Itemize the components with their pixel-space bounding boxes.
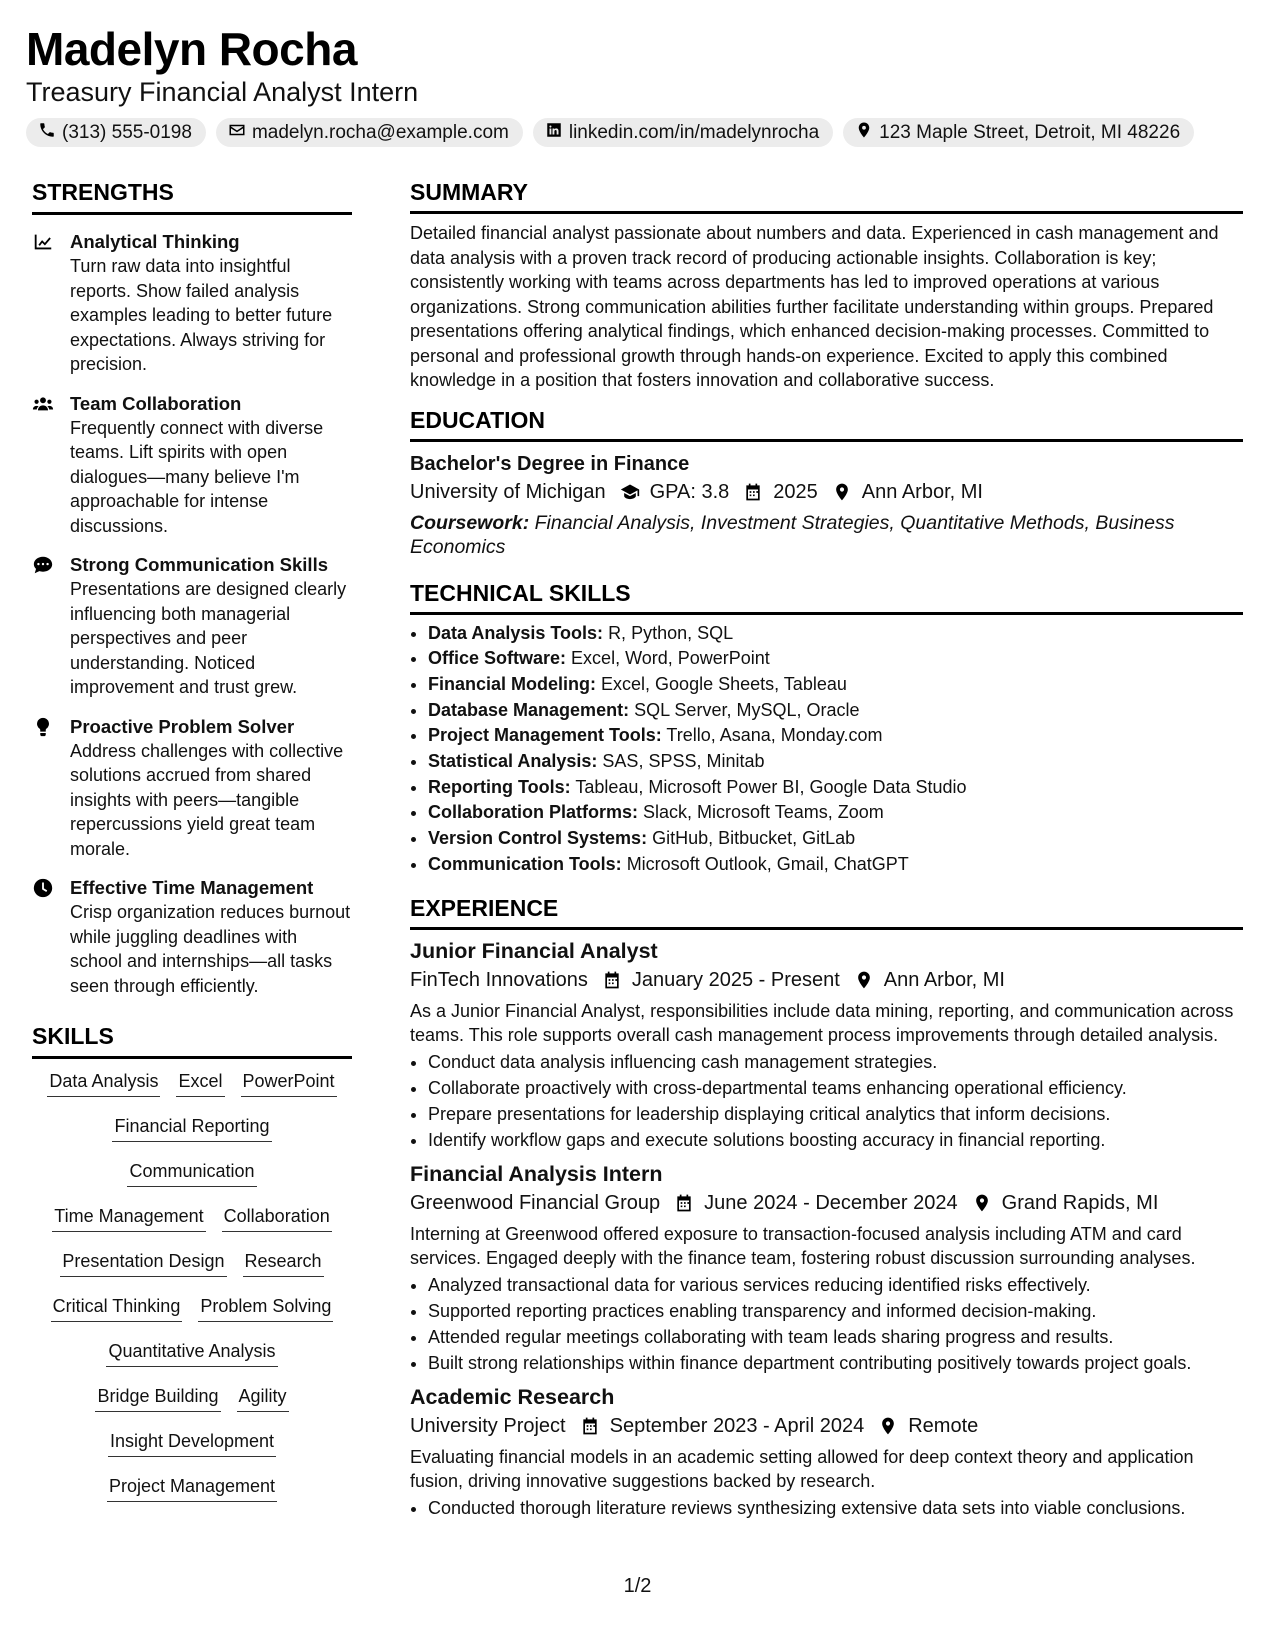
education-heading: EDUCATION: [410, 406, 1243, 442]
job-bullets: [410, 1272, 1243, 1376]
skill-tag: Collaboration: [222, 1204, 332, 1232]
chart-line-icon: [32, 231, 54, 253]
contact-bar: [26, 118, 1256, 147]
job-location: Ann Arbor, MI: [883, 968, 1005, 991]
skill-tag: Problem Solving: [198, 1294, 333, 1322]
resume-header: [26, 22, 1256, 147]
calendar-icon: [580, 1416, 600, 1436]
job-bullet: • Prepare presentations for leadership displaying critical analytics that inform decisions.: [428, 1101, 1243, 1127]
map-pin-icon: [972, 1193, 992, 1213]
skill-row: [95, 1384, 288, 1429]
gpa: GPA: 3.8: [649, 480, 730, 503]
company-name: University Project: [410, 1414, 566, 1437]
skill-row: [47, 1069, 336, 1114]
contact-address-text: 123 Maple Street, Detroit, MI 48226: [879, 122, 1181, 143]
skill-tag: Data Analysis: [47, 1069, 160, 1097]
clock-icon: [32, 877, 54, 899]
technical-skills-heading: TECHNICAL SKILLS: [410, 579, 1243, 615]
job-meta: [410, 965, 1243, 995]
strength-item: [32, 875, 352, 998]
skill-tag: Excel: [176, 1069, 224, 1097]
map-pin-icon: [855, 121, 873, 145]
tech-skill-item: • Data Analysis Tools: R, Python, SQL: [428, 621, 1243, 647]
job-bullet: • Analyzed transactional data for various services reducing identified risks effectively.: [428, 1272, 1243, 1298]
strength-item: [32, 391, 352, 539]
job-description: Evaluating financial models in an academic setting allowed for deep context theory and application fusion, driving innovative suggestions backed by research.: [410, 1446, 1194, 1491]
job-bullet: • Collaborate proactively with cross-departmental teams enhancing operational efficiency.: [428, 1075, 1243, 1101]
job-meta: [410, 1411, 1243, 1441]
skill-row: [52, 1204, 331, 1249]
graduation-year: 2025: [773, 480, 818, 503]
job-description: Interning at Greenwood offered exposure to transaction-focused analysis including ATM and card services. Engaged deeply with the finance team, fostering robust discussion surrounding analyses.: [410, 1223, 1196, 1268]
job-title: Academic Research: [410, 1384, 615, 1409]
skill-tag: Agility: [237, 1384, 289, 1412]
map-pin-icon: [878, 1416, 898, 1436]
skill-tag: Critical Thinking: [51, 1294, 183, 1322]
skill-tag: PowerPoint: [241, 1069, 337, 1097]
job-title: Junior Financial Analyst: [410, 938, 658, 963]
contact-linkedin-text: linkedin.com/in/madelynrocha: [568, 122, 820, 143]
contact-email[interactable]: [216, 118, 523, 147]
contact-email-text: madelyn.rocha@example.com: [251, 122, 509, 143]
tech-skill-item: • Version Control Systems: GitHub, Bitbucket, GitLab: [428, 826, 1243, 852]
linkedin-icon: [545, 121, 563, 145]
education-section: [410, 406, 1243, 559]
skill-row: [108, 1429, 276, 1474]
tech-skill-item: • Communication Tools: Microsoft Outlook, Gmail, ChatGPT: [428, 852, 1243, 878]
school-name: University of Michigan: [410, 480, 606, 503]
job-entry: [410, 1160, 1243, 1376]
strength-desc: Presentations are designed clearly influencing both managerial perspectives and peer understanding. Noticed improvement and trust grew.: [70, 579, 347, 697]
job-bullets: [410, 1049, 1243, 1153]
right-column: [410, 178, 1243, 1521]
strengths-heading: STRENGTHS: [32, 178, 352, 215]
skill-tag: Research: [243, 1249, 324, 1277]
candidate-name: Madelyn Rocha: [26, 23, 357, 75]
strength-desc: Frequently connect with diverse teams. Lift spirits with open dialogues—many believe I'm approachable for intense discussions.: [70, 417, 324, 536]
contact-phone[interactable]: [26, 118, 206, 147]
strength-title: Team Collaboration: [70, 392, 242, 414]
skill-row: [112, 1114, 271, 1159]
strength-title: Effective Time Management: [70, 877, 314, 898]
skill-tag: Financial Reporting: [112, 1114, 271, 1142]
strength-desc: Turn raw data into insightful reports. Show failed analysis examples leading to better future expectations. Always striving for precision.: [70, 256, 333, 374]
job-entry: [410, 1383, 1243, 1521]
skill-row: [106, 1339, 277, 1384]
skill-tag: Quantitative Analysis: [106, 1339, 277, 1367]
experience-section: [410, 894, 1243, 1521]
job-dates: January 2025 - Present: [631, 968, 840, 991]
education-location: Ann Arbor, MI: [861, 480, 983, 503]
job-bullet: • Identify workflow gaps and execute solutions boosting accuracy in financial reporting.: [428, 1127, 1243, 1153]
summary-text: Detailed financial analyst passionate about numbers and data. Experienced in cash management and data analysis with a proven track record of producing actionable insights. Collaboration is key; consistently working with teams across departments has led to improved operations at various organizations. Strong communication abilities further facilitate understanding within groups. Prepared presentations offering analytical findings, which enhanced decision-making processes. Committed to personal and professional growth through hands-on experience. Excited to apply this combined knowledge in a position that fosters innovation and collaborative success.: [410, 223, 1219, 390]
contact-linkedin[interactable]: [533, 118, 833, 147]
degree-title: Bachelor's Degree in Finance: [410, 452, 690, 475]
coursework: [410, 511, 1243, 559]
job-location: Remote: [908, 1414, 979, 1437]
calendar-icon: [602, 970, 622, 990]
job-bullet: • Conducted thorough literature reviews synthesizing extensive data sets into viable conclusions.: [428, 1495, 1243, 1521]
technical-skills-list: [410, 621, 1243, 878]
job-meta: [410, 1188, 1243, 1218]
tech-skill-item: • Statistical Analysis: SAS, SPSS, Minitab: [428, 749, 1243, 775]
job-dates: June 2024 - December 2024: [704, 1191, 958, 1214]
job-bullet: • Attended regular meetings collaborating with team leads sharing progress and results.: [428, 1324, 1243, 1350]
skills-heading: SKILLS: [32, 1022, 352, 1059]
strength-title: Strong Communication Skills: [70, 554, 328, 575]
skill-row: [107, 1474, 277, 1519]
tech-skill-item: • Office Software: Excel, Word, PowerPoint: [428, 646, 1243, 672]
tech-skill-item: • Collaboration Platforms: Slack, Microsoft Teams, Zoom: [428, 800, 1243, 826]
users-icon: [32, 393, 54, 415]
skill-tag: Bridge Building: [95, 1384, 220, 1412]
strength-item: [32, 552, 352, 700]
candidate-title: Treasury Financial Analyst Intern: [26, 77, 419, 107]
page-number: 1/2: [623, 1575, 652, 1597]
job-bullet: • Supported reporting practices enabling transparency and informed decision-making.: [428, 1298, 1243, 1324]
skill-tag: Insight Development: [108, 1429, 276, 1457]
skill-tag: Presentation Design: [60, 1249, 226, 1277]
skill-row: [127, 1159, 256, 1204]
job-location: Grand Rapids, MI: [1001, 1191, 1159, 1214]
company-name: Greenwood Financial Group: [410, 1191, 661, 1214]
job-bullet: • Conduct data analysis influencing cash management strategies.: [428, 1049, 1243, 1075]
contact-address[interactable]: [843, 118, 1194, 147]
skills-tags: [32, 1069, 352, 1519]
phone-icon: [38, 121, 56, 145]
comment-icon: [32, 554, 54, 576]
experience-heading: EXPERIENCE: [410, 894, 1243, 930]
contact-phone-text: (313) 555-0198: [62, 122, 192, 143]
calendar-icon: [674, 1193, 694, 1213]
map-pin-icon: [854, 970, 874, 990]
calendar-icon: [743, 482, 763, 502]
job-bullet: • Built strong relationships within finance department contributing positively towards project goals.: [428, 1350, 1243, 1376]
strength-desc: Crisp organization reduces burnout while juggling deadlines with school and internships—all tasks seen through efficiently.: [70, 902, 351, 996]
education-meta: [410, 477, 1243, 507]
technical-skills-section: [410, 579, 1243, 878]
job-entry: [410, 937, 1243, 1153]
strength-item: [32, 229, 352, 377]
strength-title: Analytical Thinking: [70, 231, 240, 252]
skill-tag: Time Management: [52, 1204, 205, 1232]
left-column: [32, 178, 352, 1519]
strength-title: Proactive Problem Solver: [70, 715, 295, 737]
skill-row: [60, 1249, 323, 1294]
strength-desc: Address challenges with collective solutions accrued from shared insights with peers—tangible repercussions yield great team morale.: [70, 740, 344, 859]
map-pin-icon: [832, 482, 852, 502]
skill-tag: Project Management: [107, 1474, 277, 1502]
tech-skill-item: • Database Management: SQL Server, MySQL, Oracle: [428, 698, 1243, 724]
lightbulb-icon: [32, 716, 54, 738]
coursework-label: Coursework:: [410, 511, 530, 534]
envelope-icon: [228, 121, 246, 145]
coursework-list: Financial Analysis, Investment Strategies, Quantitative Methods, Business Economics: [410, 511, 1175, 558]
tech-skill-item: • Project Management Tools: Trello, Asana, Monday.com: [428, 723, 1243, 749]
strength-item: [32, 714, 352, 862]
job-description: As a Junior Financial Analyst, responsibilities include data mining, reporting, and communication across teams. This role supports overall cash management process improvements through detailed analysis.: [410, 1000, 1234, 1045]
tech-skill-item: • Reporting Tools: Tableau, Microsoft Power BI, Google Data Studio: [428, 775, 1243, 801]
skill-tag: Communication: [127, 1159, 256, 1187]
job-title: Financial Analysis Intern: [410, 1161, 663, 1186]
job-bullets: [410, 1495, 1243, 1521]
graduation-cap-icon: [620, 482, 640, 502]
company-name: FinTech Innovations: [410, 968, 588, 991]
skill-row: [51, 1294, 334, 1339]
job-dates: September 2023 - April 2024: [609, 1414, 865, 1437]
tech-skill-item: • Financial Modeling: Excel, Google Sheets, Tableau: [428, 672, 1243, 698]
summary-heading: SUMMARY: [410, 178, 1243, 214]
